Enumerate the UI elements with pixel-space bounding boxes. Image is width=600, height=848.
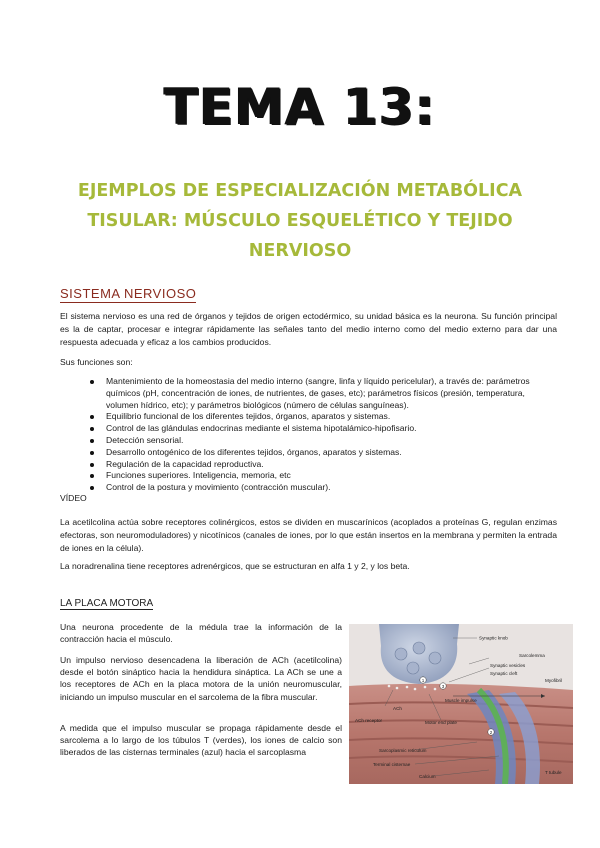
paragraph-noradrenalina: La noradrenalina tiene receptores adrenérgicos, que se estructuran en alfa 1 y 2, y los beta. [60,561,410,571]
paragraph-placa-3: A medida que el impulso muscular se propaga rápidamente desde el sarcolema a lo largo de los túbulos T (verdes), los iones de calcio son liberados de las cisternas terminales (azul) hacia el sarcoplasma [60,723,342,758]
list-item: Funciones superiores. Inteligencia, memoria, etc [76,470,546,482]
list-item: Control de la postura y movimiento (contracción muscular). [76,482,546,494]
section-heading-sistema-nervioso: SISTEMA NERVIOSO [60,286,197,301]
label-t-tubule: T tubule [545,770,562,775]
list-item: Detección sensorial. [76,435,546,447]
paragraph-acetilcolina: La acetilcolina actúa sobre receptores colinérgicos, estos se dividen en muscarínicos (acoplados a proteínas G, regulan enzimas efectoras, son neuromoduladores) y nicotínicos (canales de iones, por lo que están insertos en la membrana y permiten la entrada de iones en la célula). [60,517,557,553]
label-synaptic-vesicles: Synaptic vesicles [490,663,526,668]
marker-1: 1 [421,677,425,683]
label-sarcolemma: Sarcolemma [519,653,545,658]
label-muscle-impulse: Muscle impulse [445,698,477,703]
label-sarcoplasmic-reticulum: Sarcoplasmic reticulum [379,748,427,753]
neuromuscular-junction-svg [349,624,573,784]
list-item: Regulación de la capacidad reproductiva. [76,459,546,471]
page-subtitle: EJEMPLOS DE ESPECIALIZACIÓN METABÓLICA TISULAR: MÚSCULO ESQUELÉTICO Y TEJIDO NERVIOSO [77,181,523,261]
label-ach: ACh [393,706,402,711]
paragraph-placa-1: Una neurona procedente de la médula trae la información de la contracción hacia el músculo. [60,622,342,645]
list-item: Control de las glándulas endocrinas mediante el sistema hipotalámico-hipofisario. [76,423,546,435]
marker-3: 3 [441,683,445,689]
paragraph-placa-2: Un impulso nervioso desencadena la liberación de ACh (acetilcolina) desde el botón sináptico hacia la hendidura sináptica. La ACh se une a los receptores de ACh en la placa motora de la unión neuromuscular, iniciando un impulso muscular en el sarcolema de la fibra muscular. [60,655,342,702]
label-terminal-cisternae: Terminal cisternae [373,762,411,767]
label-calcium: Calcium [419,774,436,779]
label-myofibril: Myofibril [545,678,563,683]
list-item: Desarrollo ontogénico de los diferentes tejidos, órganos, aparatos y sistemas. [76,447,546,459]
label-synaptic-cleft: Synaptic cleft [490,671,518,676]
functions-list [76,376,546,494]
label-ach-receptor: ACh receptor [355,718,383,723]
page-title: TEMA 13: [164,78,436,136]
marker-2: 2 [489,729,493,735]
video-label: VÍDEO [60,493,87,503]
list-item: Mantenimiento de la homeostasia del medio interno (sangre, linfa y líquido pericelular), a través de: parámetros químicos (pH, concentración de iones, de nutrientes, de gases, etc); parámetros físicos (presión, temperatura, volumen hídrico, etc); y parámetros biológicos (número de células sanguíneas). [76,376,546,411]
paragraph-intro: El sistema nervioso es una red de órganos y tejidos de origen ectodérmico, su unidad básica es la neurona. Su función principal es la de captar, procesar e integrar rápidamente las señales tanto del medio interno como del medio externo para dar una respuesta adecuada y eficaz a los cambios producidos. [60,311,557,347]
label-synaptic-knob: Synaptic knob [479,635,508,641]
list-item: Equilibrio funcional de los diferentes tejidos, órganos, aparatos y sistemas. [76,411,546,423]
label-motor-end-plate: Motor end plate [425,720,457,725]
paragraph-functions-lead: Sus funciones son: [60,357,133,367]
neuromuscular-junction-illustration [349,624,573,784]
section-heading-placa-motora: LA PLACA MOTORA [60,598,154,609]
